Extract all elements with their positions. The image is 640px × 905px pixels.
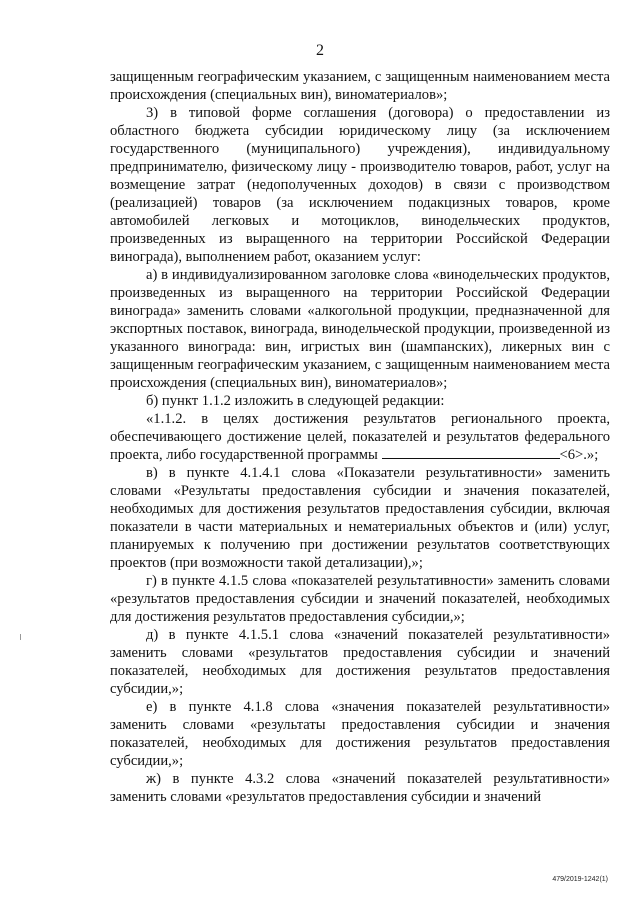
paragraph-subitem-d: д) в пункте 4.1.5.1 слова «значений показателей результативности» заменить словами «результатов предоставления субсидии и значений показателей, необходимых для достижения результатов предоставления субсидии,»; xyxy=(110,627,610,697)
paragraph-continuation: защищенным географическим указанием, с защищенным наименованием места происхождения (специальных вин), виноматериалов»; xyxy=(110,69,610,103)
page-number: 2 xyxy=(316,42,324,59)
paragraph-subitem-a: а) в индивидуализированном заголовке слова «винодельческих продуктов, произведенных из выращенного на территории Российской Федерации винограда» заменить словами «алкогольной продукции, предназначенной для экспортных поставок, винограда, винодельческой продукции, произведенной из указанного винограда: вин, игристых вин (шампанских), ликерных вин с защищенным географическим указанием, с защищенным наименованием места происхождения (специальных вин), виноматериалов»; xyxy=(110,267,610,391)
quote-text: «1.1.2. в целях достижения результатов регионального проекта, обеспечивающего достижение целей, показателей и результатов федерального проекта, либо государственной программы xyxy=(110,411,610,463)
quote-ending: <6>.»; xyxy=(559,447,599,463)
document-code: 479/2019-1242(1) xyxy=(552,876,608,883)
paragraph-subitem-v: в) в пункте 4.1.4.1 слова «Показатели результативности» заменить словами «Результаты предоставления субсидии и значения показателей, необходимых для достижения результатов предоставления субсидии, включая показатели в части материальных и нематериальных объектов и (или) услуг, планируемых к получению при достижении результатов соответствующих проектов (при возможности такой детализации),»; xyxy=(110,465,610,571)
paragraph-subitem-b: б) пункт 1.1.2 изложить в следующей редакции: xyxy=(146,393,445,409)
paragraph-subitem-zh: ж) в пункте 4.3.2 слова «значений показателей результативности» заменить словами «результатов предоставления субсидии и значений xyxy=(110,771,610,805)
paragraph-item-3: 3) в типовой форме соглашения (договора) о предоставлении из областного бюджета субсидии юридическому лицу (за исключением государственного (муниципального) учреждения), индивидуальному предпринимателю, физическому лицу - производителю товаров, работ, услуг на возмещение затрат (недополученных доходов) в связи с производством (реализацией) товаров (за исключением подакцизных товаров, кроме автомобилей легковых и мотоциклов, винодельческих продуктов, произведенных из выращенного на территории Российской Федерации винограда), выполнением работ, оказанием услуг: xyxy=(110,105,610,265)
blank-line xyxy=(382,446,560,459)
paragraph-subitem-g: г) в пункте 4.1.5 слова «показателей результативности» заменить словами «результатов предоставления субсидии и значений показателей, необходимых для достижения результатов предоставления субсидии,»; xyxy=(110,573,610,625)
margin-mark xyxy=(20,634,21,640)
document-body xyxy=(110,68,610,806)
paragraph-subitem-e: е) в пункте 4.1.8 слова «значения показателей результативности» заменить словами «результаты предоставления субсидии и значения показателей, необходимых для достижения результатов предоставления субсидии,»; xyxy=(110,699,610,769)
paragraph-quote-1-1-2 xyxy=(110,410,610,464)
